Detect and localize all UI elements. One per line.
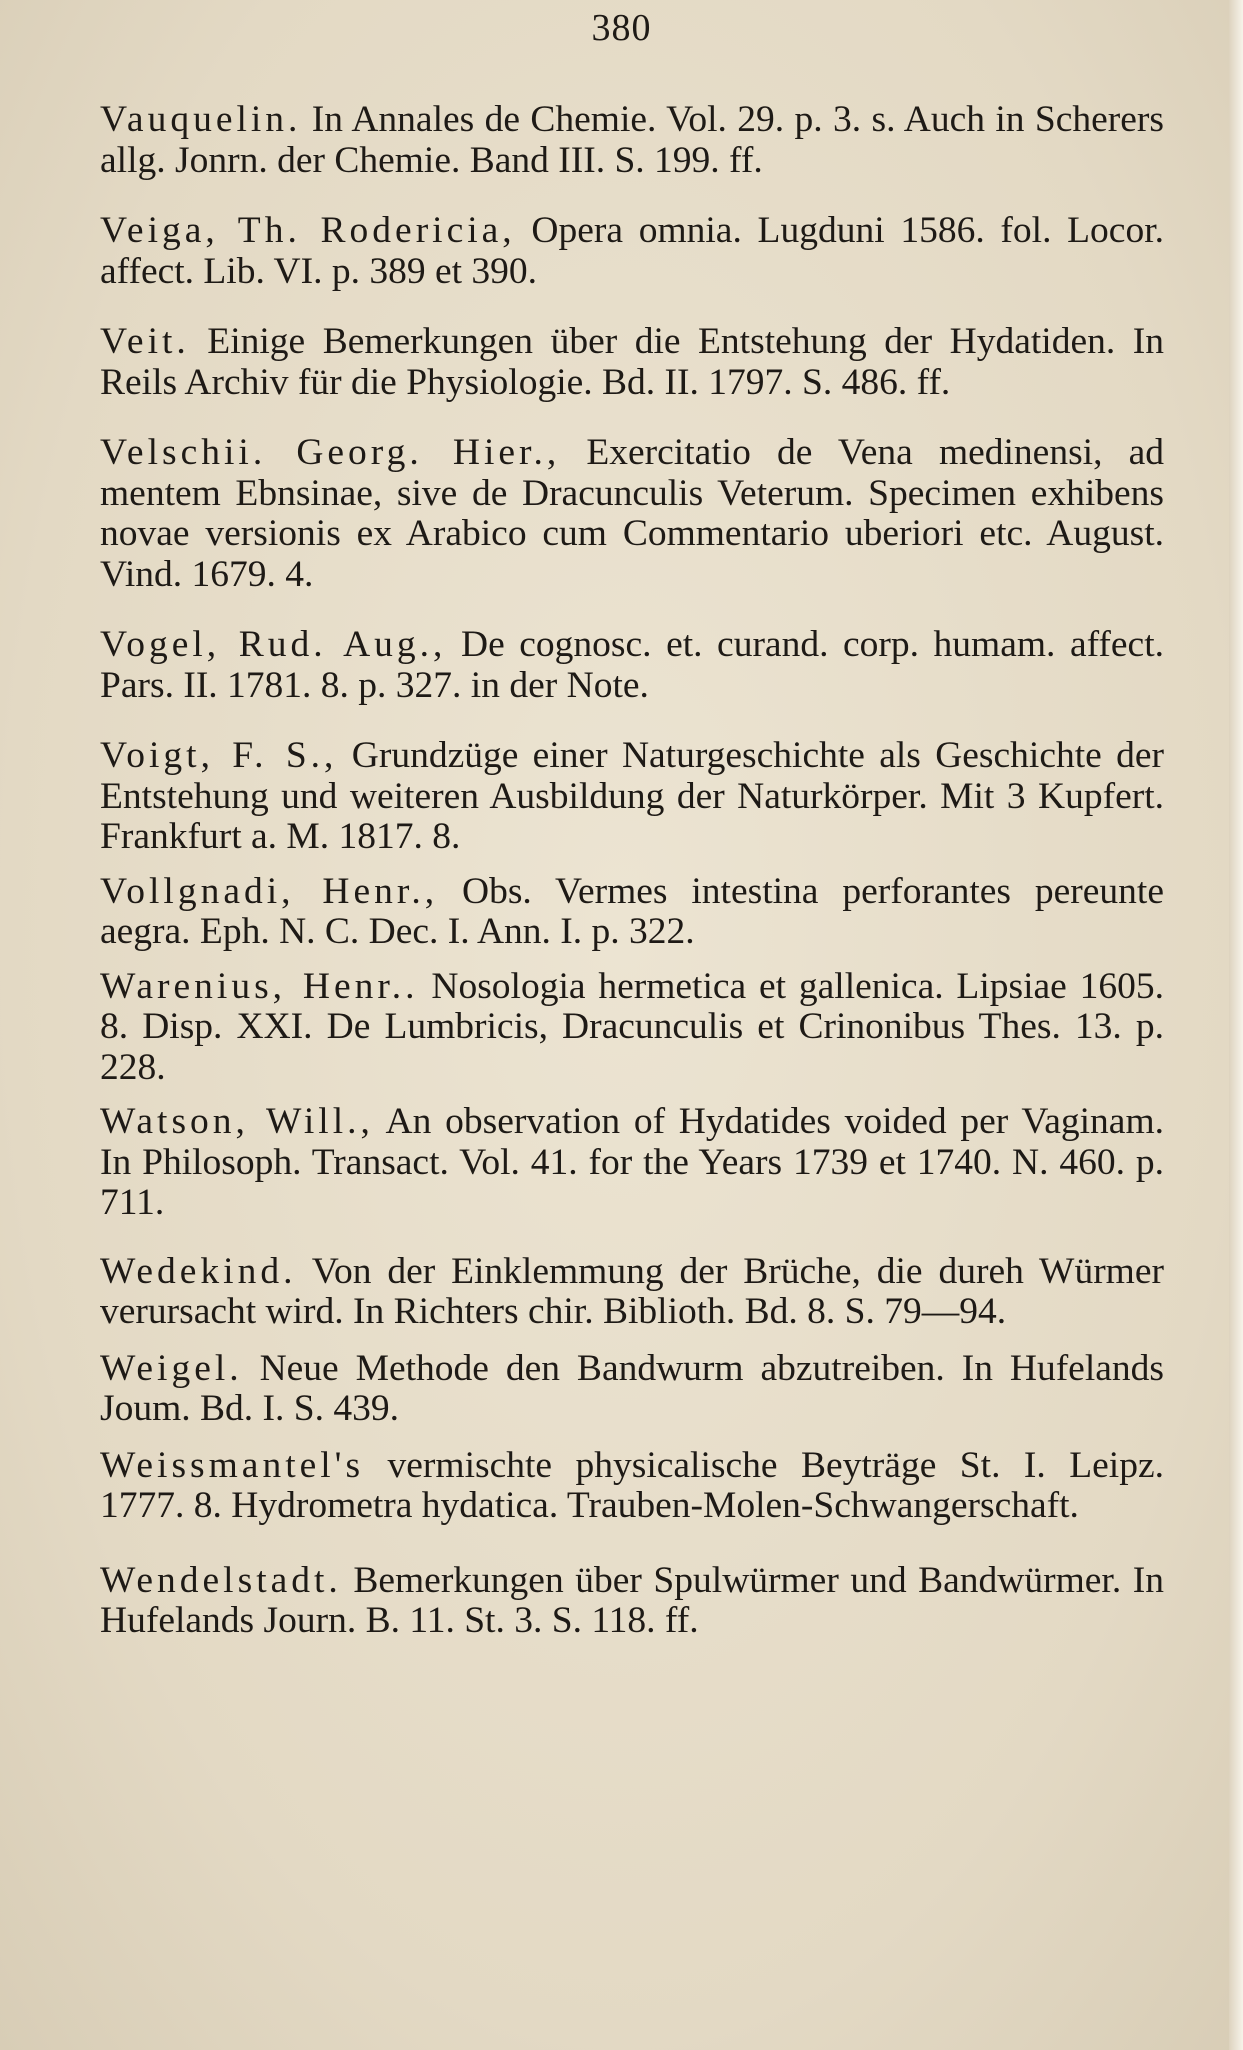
entry-text: Von der Einklemmung der Brüche, die dureh Würmer verursacht wird. In Richters chir. Biblioth. Bd. 8. S. 79—94. — [100, 1250, 1164, 1332]
entry-text: Exercitatio de Vena medinensi, ad mentem Ebnsinae, sive de Dracunculis Veterum. Specimen exhibens novae versionis ex Arabico cum Commentario uberiori etc. August. Vind. 1679. 4. — [100, 432, 1164, 595]
bibliography-entry — [100, 625, 1164, 706]
entry-author: Vauquelin. — [100, 99, 302, 140]
entry-text: In Annales de Chemie. Vol. 29. p. 3. s. Auch in Scherers allg. Jonrn. der Chemie. Band III. S. 199. ff. — [100, 99, 1164, 181]
bibliography-entry — [100, 1349, 1164, 1430]
entry-author: Watson, Will., — [100, 1101, 374, 1142]
bibliography-list — [100, 100, 1164, 1642]
bibliography-entry — [100, 736, 1164, 858]
bibliography-entry — [100, 433, 1164, 595]
entry-text: vermischte physicalische Beyträge St. I. Leipz. 1777. 8. Hydrometra hydatica. Trauben-Molen-Schwangerschaft. — [100, 1444, 1164, 1526]
page-edge — [1229, 0, 1243, 2050]
entry-text: Opera omnia. Lugduni 1586. fol. Locor. affect. Lib. VI. p. 389 et 390. — [100, 210, 1164, 292]
entry-text: Obs. Vermes intestina perforantes pereunte aegra. Eph. N. C. Dec. I. Ann. I. p. 322. — [100, 870, 1164, 952]
entry-text: Bemerkungen über Spulwürmer und Bandwürmer. In Hufelands Journ. B. 11. St. 3. S. 118. ff. — [100, 1559, 1164, 1641]
entry-author: Wedekind. — [100, 1250, 297, 1292]
bibliography-entry — [100, 211, 1164, 292]
entry-author: Wendelstadt. — [100, 1559, 342, 1601]
bibliography-entry — [100, 1446, 1164, 1527]
entry-text: Einige Bemerkungen über die Entstehung der Hydatiden. In Reils Archiv für die Physiologie. Bd. II. 1797. S. 486. ff. — [100, 321, 1164, 403]
entry-author: Velschii. Georg. Hier., — [100, 432, 561, 473]
entry-author: Weissmantel's — [100, 1444, 365, 1486]
entry-text: An observation of Hydatides voided per Vaginam. In Philosoph. Transact. Vol. 41. for the Years 1739 et 1740. N. 460. p. 711. — [100, 1101, 1164, 1223]
entry-text: Grundzüge einer Naturgeschichte als Geschichte der Entstehung und weiteren Ausbildung der Naturkörper. Mit 3 Kupfert. Frankfurt a. M. 1817. 8. — [100, 735, 1164, 857]
entry-author: Vogel, Rud. Aug., — [100, 624, 447, 665]
bibliography-entry — [100, 967, 1164, 1089]
entry-text: Neue Methode den Bandwurm abzutreiben. In Hufelands Joum. Bd. I. S. 439. — [100, 1347, 1164, 1429]
bibliography-entry — [100, 1252, 1164, 1333]
entry-author: Veiga, Th. Rodericia, — [100, 210, 516, 251]
bibliography-entry — [100, 1102, 1164, 1224]
entry-author: Weigel. — [100, 1347, 243, 1389]
bibliography-entry — [100, 322, 1164, 403]
entry-author: Voigt, F. S., — [100, 735, 338, 776]
bibliography-entry — [100, 1561, 1164, 1642]
entry-text: De cognosc. et. curand. corp. humam. affect. Pars. II. 1781. 8. p. 327. in der Note. — [100, 624, 1164, 706]
entry-author: Veit. — [100, 321, 190, 362]
page-number: 380 — [591, 7, 652, 49]
entry-author: Warenius, Henr.. — [100, 965, 419, 1007]
entry-text: Nosologia hermetica et gallenica. Lipsiae 1605. 8. Disp. XXI. De Lumbricis, Dracunculis et Crinonibus Thes. 13. p. 228. — [100, 965, 1164, 1088]
entry-author: Vollgnadi, Henr., — [100, 870, 439, 912]
bibliography-entry — [100, 872, 1164, 953]
bibliography-entry — [100, 100, 1164, 181]
